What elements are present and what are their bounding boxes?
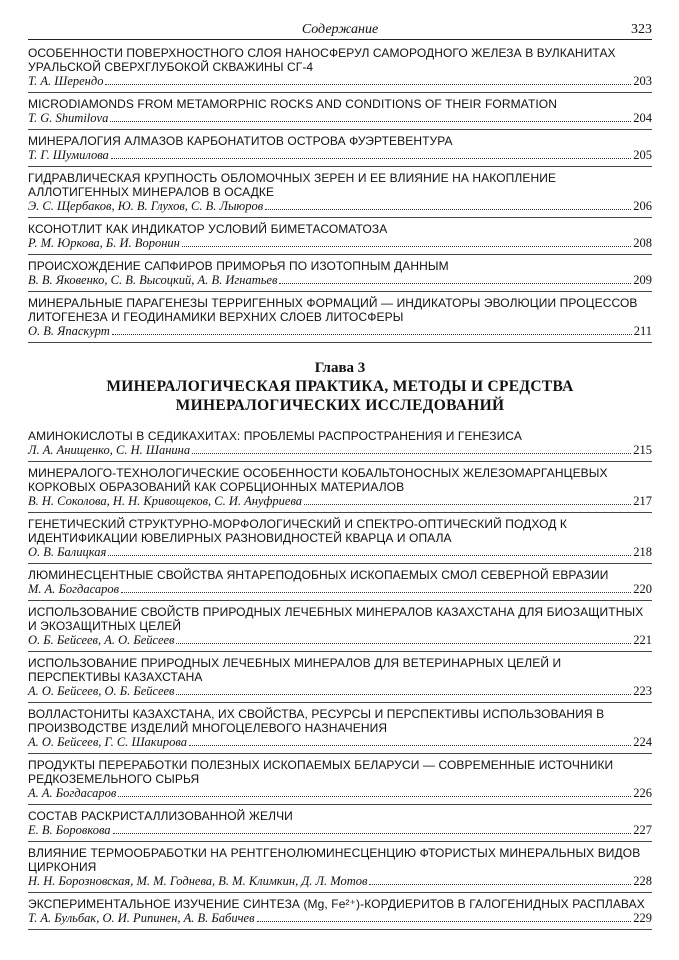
dot-leader [118, 796, 631, 797]
dot-leader [105, 84, 631, 85]
toc-entry-title: ОСОБЕННОСТИ ПОВЕРХНОСТНОГО СЛОЯ НАНОСФЕРУЛ САМОРОДНОГО ЖЕЛЕЗА В ВУЛКАНИТАХ УРАЛЬСКОЙ СВЕРХГЛУБОКОЙ СКВАЖИНЫ СГ-4 [28, 46, 616, 74]
toc-entry [28, 703, 652, 754]
toc-entry-page: 228 [633, 874, 652, 888]
chapter-number: Глава 3 [314, 360, 366, 376]
toc-entry-authors: В. Н. Соколова, Н. Н. Кривощеков, С. И. Ануфриева [28, 494, 303, 508]
toc-entry [28, 754, 652, 805]
toc-entry-authors: Р. М. Юркова, Б. И. Воронин [28, 236, 180, 250]
toc-entry-line [28, 273, 652, 288]
chapter-title-line2: МИНЕРАЛОГИЧЕСКИХ ИССЛЕДОВАНИЙ [175, 397, 505, 414]
toc-entry-title: ПРОИСХОЖДЕНИЕ САПФИРОВ ПРИМОРЬЯ ПО ИЗОТОПНЫМ ДАННЫМ [28, 259, 449, 273]
toc-entry-page: 226 [633, 786, 652, 800]
dot-leader [192, 453, 631, 454]
dot-leader [182, 246, 631, 247]
toc-entry-title: ЭКСПЕРИМЕНТАЛЬНОЕ ИЗУЧЕНИЕ СИНТЕЗА (Mg, Fe²⁺)-КОРДИЕРИТОВ В ГАЛОГЕНИДНЫХ РАСПЛАВАХ [28, 897, 645, 911]
toc-entry-title: ВЛИЯНИЕ ТЕРМООБРАБОТКИ НА РЕНТГЕНОЛЮМИНЕСЦЕНЦИЮ ФТОРИСТЫХ МИНЕРАЛЬНЫХ ВИДОВ ЦИРКОНИЯ [28, 846, 641, 874]
toc-entry-title: MICRODIAMONDS FROM METAMORPHIC ROCKS AND CONDITIONS OF THEIR FORMATION [28, 97, 558, 111]
dot-leader [110, 121, 631, 122]
dot-leader [369, 884, 631, 885]
toc-entry-page: 215 [633, 443, 652, 457]
dot-leader [121, 592, 631, 593]
toc-entry-title: АМИНОКИСЛОТЫ В СЕДИКАХИТАХ: ПРОБЛЕМЫ РАСПРОСТРАНЕНИЯ И ГЕНЕЗИСА [28, 429, 522, 443]
dot-leader [189, 745, 631, 746]
toc-entry-page: 206 [633, 199, 652, 213]
toc-entry-page: 227 [633, 823, 652, 837]
dot-leader [108, 555, 631, 556]
toc-entry-page: 217 [633, 494, 652, 508]
toc-entry-page: 209 [633, 273, 652, 287]
toc-entry-title: СОСТАВ РАСКРИСТАЛЛИЗОВАННОЙ ЖЕЛЧИ [28, 809, 293, 823]
toc-entry-title: ГИДРАВЛИЧЕСКАЯ КРУПНОСТЬ ОБЛОМОЧНЫХ ЗЕРЕН И ЕЕ ВЛИЯНИЕ НА НАКОПЛЕНИЕ АЛЛОТИГЕННЫХ МИНЕРАЛОВ В ОСАДКЕ [28, 171, 557, 199]
toc-entry-authors: М. А. Богдасаров [28, 582, 120, 596]
chapter-heading [28, 360, 652, 415]
toc-entry-title: ПРОДУКТЫ ПЕРЕРАБОТКИ ПОЛЕЗНЫХ ИСКОПАЕМЫХ БЕЛАРУСИ — СОВРЕМЕННЫЕ ИСТОЧНИКИ РЕДКОЗЕМЕЛЬНОГО СЫРЬЯ [28, 758, 614, 786]
toc-entry-page: 221 [633, 633, 652, 647]
toc-entry-title: ГЕНЕТИЧЕСКИЙ СТРУКТУРНО-МОРФОЛОГИЧЕСКИЙ И СПЕКТРО-ОПТИЧЕСКИЙ ПОДХОД К ИДЕНТИФИКАЦИИ ЮВЕЛИРНЫХ РАЗНОВИДНОСТЕЙ КВАРЦА И ОПАЛА [28, 517, 568, 545]
toc-entry-page: 229 [633, 911, 652, 925]
header-rule [28, 39, 652, 40]
toc-entry-authors: Е. В. Боровкова [28, 823, 111, 837]
toc-entry-page: 203 [633, 74, 652, 88]
toc-entry-title: МИНЕРАЛОГО-ТЕХНОЛОГИЧЕСКИЕ ОСОБЕННОСТИ КОБАЛЬТОНОСНЫХ ЖЕЛЕЗОМАРГАНЦЕВЫХ КОРКОВЫХ ОБРАЗОВАНИЙ КАК СОРБЦИОННЫХ МАТЕРИАЛОВ [28, 466, 608, 494]
toc-entry-page: 208 [633, 236, 652, 250]
toc-entry-page: 205 [633, 148, 652, 162]
dot-leader [265, 209, 631, 210]
toc-entry-page: 223 [633, 684, 652, 698]
toc-entry-line [28, 148, 652, 163]
toc-entry-title: ИСПОЛЬЗОВАНИЕ СВОЙСТВ ПРИРОДНЫХ ЛЕЧЕБНЫХ МИНЕРАЛОВ КАЗАХСТАНА ДЛЯ БИОЗАЩИТНЫХ И ЭКОЗАЩИТНЫХ ЦЕЛЕЙ [28, 605, 644, 633]
toc-entry [28, 255, 652, 292]
toc-list-top [28, 42, 652, 343]
toc-entry-page: 211 [633, 324, 652, 338]
dot-leader [257, 921, 632, 922]
toc-entry-line [28, 494, 652, 509]
dot-leader [111, 158, 631, 159]
running-header-title: Содержание [301, 22, 379, 37]
toc-entry [28, 601, 652, 652]
toc-entry-authors: Т. А. Бульбак, О. И. Рипинен, А. В. Бабичев [28, 911, 255, 925]
toc-entry-line [28, 684, 652, 699]
dot-leader [304, 504, 631, 505]
dot-leader [112, 334, 632, 335]
toc-entry-authors: А. А. Богдасаров [28, 786, 117, 800]
toc-entry-authors: В. В. Яковенко, С. В. Высоцкий, А. В. Игнатьев [28, 273, 278, 287]
toc-entry [28, 93, 652, 130]
toc-entry-authors: Л. А. Анищенко, С. Н. Шанина [28, 443, 191, 457]
toc-list-bottom [28, 425, 652, 930]
toc-entry-line [28, 199, 652, 214]
toc-entry-line [28, 911, 652, 926]
toc-entry-line [28, 823, 652, 838]
toc-entry-line [28, 735, 652, 750]
toc-entry-line [28, 874, 652, 889]
toc-entry-line [28, 236, 652, 251]
toc-entry-authors: Э. С. Щербаков, Ю. В. Глухов, С. В. Лыюров [28, 199, 264, 213]
toc-entry [28, 842, 652, 893]
toc-entry-title: ИСПОЛЬЗОВАНИЕ ПРИРОДНЫХ ЛЕЧЕБНЫХ МИНЕРАЛОВ ДЛЯ ВЕТЕРИНАРНЫХ ЦЕЛЕЙ И ПЕРСПЕКТИВЫ КАЗАХСТАНА [28, 656, 562, 684]
toc-entry-line [28, 633, 652, 648]
toc-entry-line [28, 324, 652, 339]
toc-entry-authors: О. В. Япаскурт [28, 324, 110, 338]
toc-entry-authors: T. G. Shumilova [28, 111, 109, 125]
toc-entry [28, 42, 652, 93]
dot-leader [113, 833, 632, 834]
dot-leader [279, 283, 631, 284]
page-number: 323 [631, 22, 652, 37]
toc-entry-authors: Н. Н. Борозновская, М. М. Годнева, В. М. Климкин, Д. Л. Мотов [28, 874, 368, 888]
toc-entry-authors: Т. Г. Шумилова [28, 148, 109, 162]
toc-entry [28, 564, 652, 601]
toc-entry [28, 292, 652, 343]
toc-entry [28, 513, 652, 564]
toc-entry-title: МИНЕРАЛЬНЫЕ ПАРАГЕНЕЗЫ ТЕРРИГЕННЫХ ФОРМАЦИЙ — ИНДИКАТОРЫ ЭВОЛЮЦИИ ПРОЦЕССОВ ЛИТОГЕНЕЗА И ГЕОДИНАМИКИ ВЕРХНИХ СЛОЕВ ЛИТОСФЕРЫ [28, 296, 638, 324]
toc-entry-line [28, 74, 652, 89]
toc-entry-title: ЛЮМИНЕСЦЕНТНЫЕ СВОЙСТВА ЯНТАРЕПОДОБНЫХ ИСКОПАЕМЫХ СМОЛ СЕВЕРНОЙ ЕВРАЗИИ [28, 568, 609, 582]
toc-entry-title: МИНЕРАЛОГИЯ АЛМАЗОВ КАРБОНАТИТОВ ОСТРОВА ФУЭРТЕВЕНТУРА [28, 134, 453, 148]
toc-entry-line [28, 582, 652, 597]
toc-entry-page: 224 [633, 735, 652, 749]
toc-entry-title: ВОЛЛАСТОНИТЫ КАЗАХСТАНА, ИХ СВОЙСТВА, РЕСУРСЫ И ПЕРСПЕКТИВЫ ИСПОЛЬЗОВАНИЯ В ПРОИЗВОДСТВЕ ИЗДЕЛИЙ МНОГОЦЕЛЕВОГО НАЗНАЧЕНИЯ [28, 707, 605, 735]
toc-entry-page: 218 [633, 545, 652, 559]
toc-entry [28, 462, 652, 513]
toc-entry-authors: Т. А. Шерендо [28, 74, 104, 88]
toc-entry-line [28, 545, 652, 560]
toc-entry [28, 218, 652, 255]
dot-leader [176, 643, 631, 644]
toc-entry-line [28, 111, 652, 126]
toc-entry-authors: А. О. Бейсеев, Г. С. Шакирова [28, 735, 187, 749]
toc-entry-authors: А. О. Бейсеев, О. Б. Бейсеев [28, 684, 175, 698]
toc-entry [28, 805, 652, 842]
toc-entry [28, 893, 652, 930]
chapter-title-line1: МИНЕРАЛОГИЧЕСКАЯ ПРАКТИКА, МЕТОДЫ И СРЕДСТВА [106, 378, 574, 395]
toc-entry-authors: О. В. Балицкая [28, 545, 107, 559]
toc-entry [28, 167, 652, 218]
toc-entry-page: 220 [633, 582, 652, 596]
toc-entry-title: КСОНОТЛИТ КАК ИНДИКАТОР УСЛОВИЙ БИМЕТАСОМАТОЗА [28, 222, 388, 236]
toc-entry [28, 425, 652, 462]
toc-entry-line [28, 443, 652, 458]
toc-entry-line [28, 786, 652, 801]
toc-entry [28, 130, 652, 167]
toc-entry [28, 652, 652, 703]
toc-entry-page: 204 [633, 111, 652, 125]
toc-entry-authors: О. Б. Бейсеев, А. О. Бейсеев [28, 633, 175, 647]
dot-leader [176, 694, 631, 695]
